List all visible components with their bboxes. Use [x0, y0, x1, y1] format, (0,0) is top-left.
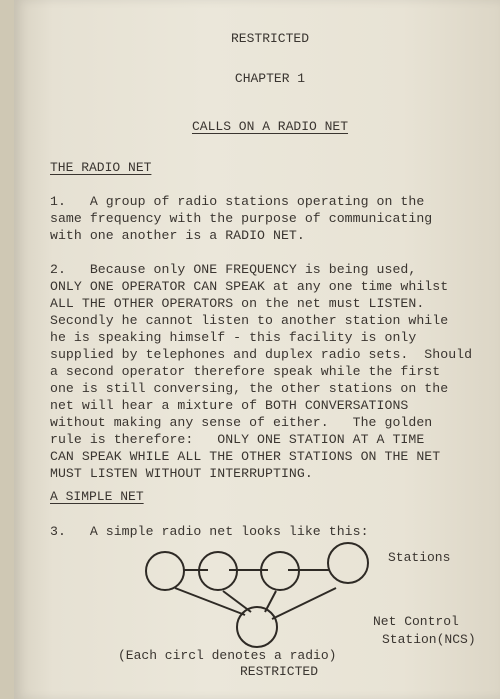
section-heading-simple-net: A SIMPLE NET — [50, 489, 144, 504]
text-line: a second operator therefore speak while the first — [50, 364, 441, 379]
chapter-heading: CHAPTER 1 — [234, 71, 306, 86]
classification-footer: RESTRICTED — [240, 664, 319, 679]
text-line: ONLY ONE OPERATOR CAN SPEAK at any one time whilst — [50, 279, 449, 294]
text-line: he is speaking himself - this facility is only — [50, 330, 417, 345]
text-line: 2. Because only ONE FREQUENCY is being used, — [50, 262, 417, 277]
classification-header: RESTRICTED — [230, 31, 309, 46]
text-line: supplied by telephones and duplex radio sets. Should — [50, 347, 473, 362]
text-line: ALL THE OTHER OPERATORS on the net must LISTEN. — [50, 296, 425, 311]
text-line: CAN SPEAK WHILE ALL THE OTHER STATIONS ON THE NET — [50, 449, 441, 464]
text-line: one is still conversing, the other stations on the — [50, 381, 449, 396]
text-line: net will hear a mixture of BOTH CONVERSATIONS — [50, 398, 409, 413]
station-circle — [146, 552, 184, 590]
station-circle — [328, 543, 368, 583]
stations-label: Stations — [388, 550, 451, 565]
link-line — [175, 588, 245, 615]
text-line: same frequency with the purpose of communicating — [50, 211, 433, 226]
ncs-label-line1: Net Control — [373, 614, 459, 629]
text-line: Secondly he cannot listen to another station while — [50, 313, 449, 328]
text-line: MUST LISTEN WITHOUT INTERRUPTING. — [50, 466, 313, 481]
ncs-label-line2: Station(NCS) — [382, 632, 476, 647]
text-line: with one another is a RADIO NET. — [50, 228, 305, 243]
text-line: rule is therefore: ONLY ONE STATION AT A TIME — [50, 432, 425, 447]
ncs-circle — [237, 607, 277, 647]
diagram-caption: (Each circl denotes a radio) — [118, 648, 337, 663]
text-line: 3. A simple radio net looks like this: — [50, 524, 369, 539]
text-line: 1. A group of radio stations operating on the — [50, 194, 425, 209]
chapter-title: CALLS ON A RADIO NET — [191, 119, 349, 134]
section-heading-radio-net: THE RADIO NET — [50, 160, 152, 175]
link-line — [272, 588, 336, 619]
text-line: without making any sense of either. The golden — [50, 415, 433, 430]
